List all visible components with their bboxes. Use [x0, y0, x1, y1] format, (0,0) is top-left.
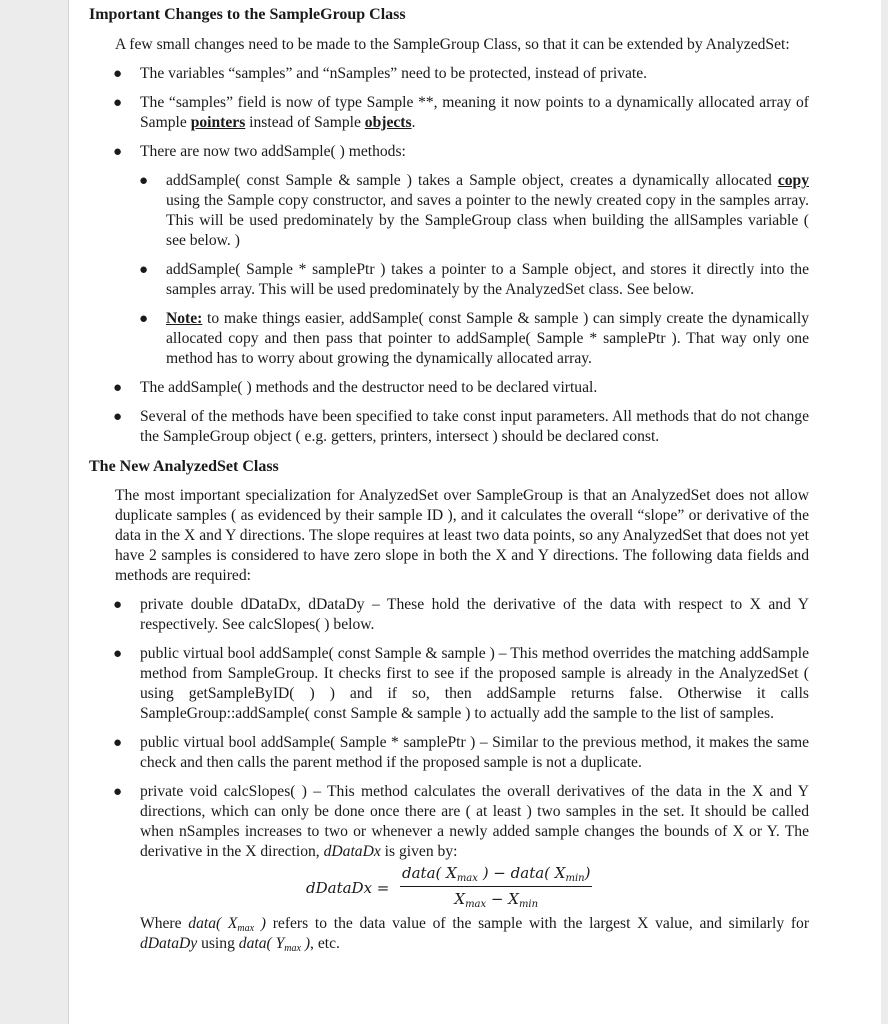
- equation-explanation: Where data( $X_{max}$ ) refers to the data value of the sample with the largest X value, and similarly for dDataDy using data( $Y_{max}$ ), etc.: [140, 915, 810, 954]
- bullet-icon: ●: [113, 784, 123, 800]
- bullet-icon: ●: [139, 173, 149, 189]
- bullet-icon: ●: [113, 95, 123, 111]
- samplegroup-intro: A few small changes need to be made to the SampleGroup Class, so that it can be extended by AnalyzedSet:: [115, 36, 790, 53]
- list-item: ● The variables “samples” and “nSamples” need to be protected, instead of private.: [113, 65, 648, 82]
- bullet-icon: ●: [139, 262, 149, 278]
- samplegroup-changes-list-cont: [89, 378, 809, 447]
- list-item: ● There are now two addSample( ) methods:: [113, 143, 406, 160]
- list-item: ● Several of the methods have been specified to take const input parameters. All methods that do not change the SampleGroup object ( e.g. getters, printers, intersect ) should be declared const.: [113, 408, 809, 445]
- list-item: ● public virtual bool addSample( Sample * samplePtr ) – Similar to the previous method, it makes the same check and then calls the parent method if the proposed sample is not a duplicate.: [113, 734, 809, 771]
- addsample-methods-list: [89, 171, 809, 369]
- list-item: ● The “samples” field is now of type Sample **, meaning it now points to a dynamically allocated array of Sample pointers instead of Sample objects.: [113, 94, 809, 131]
- list-item: ● The addSample( ) methods and the destructor need to be declared virtual.: [113, 379, 598, 396]
- bullet-icon: ●: [113, 597, 123, 613]
- bullet-icon: ●: [113, 735, 123, 751]
- list-item: ● Note: to make things easier, addSample( const Sample & sample ) can simply create the dynamically allocated copy and then pass that pointer to addSample( Sample * samplePtr ). That way only one method has to worry about growing the dynamically allocated array.: [139, 310, 809, 367]
- section-heading-samplegroup: Important Changes to the SampleGroup Class: [89, 6, 406, 23]
- list-item: ● private double dDataDx, dDataDy – These hold the derivative of the data with respect to X and Y respectively. See calcSlopes( ) below.: [113, 596, 809, 633]
- bullet-icon: ●: [113, 409, 123, 425]
- list-item: ● addSample( const Sample & sample ) takes a Sample object, creates a dynamically allocated copy using the Sample copy constructor, and saves a pointer to the newly created copy in the samples array. This will be used predominately by the SampleGroup class when building the allSamples variable ( see below. ): [139, 172, 809, 249]
- samplegroup-changes-list: [89, 64, 809, 162]
- equation-numerator: data( $X_{max}$ ) − data( $X_{min}$): [400, 864, 592, 887]
- equation-denominator: $X_{max} - X_{min}$: [454, 890, 539, 910]
- list-item: ● public virtual bool addSample( const Sample & sample ) – This method overrides the matching addSample method from SampleGroup. It checks first to see if the proposed sample is already in the AnalyzedSet ( using getSampleByID( ) ) and if so, then addSample returns false. Otherwise it calls SampleGroup::addSample( const Sample & sample ) to actually add the sample to the list of samples.: [113, 645, 809, 722]
- equation-lhs: dDataDx =: [306, 879, 390, 897]
- derivative-equation: [89, 864, 809, 910]
- document-content: [89, 4, 809, 954]
- analyzedset-members-list: [89, 595, 809, 862]
- bullet-icon: ●: [113, 646, 123, 662]
- list-item: ● addSample( Sample * samplePtr ) takes a pointer to a Sample object, and stores it directly into the samples array. This will be used predominately by the AnalyzedSet class. See below.: [139, 261, 809, 298]
- section-heading-analyzedset: The New AnalyzedSet Class: [89, 458, 279, 475]
- equation-fraction: [400, 864, 592, 909]
- analyzedset-intro: The most important specialization for AnalyzedSet over SampleGroup is that an AnalyzedSet does not allow duplicate samples ( as evidenced by their sample ID ), and it calculates the overall “slope” or derivative of the data in the X and Y directions. The slope requires at least two data points, so any AnalyzedSet that does not yet have 2 samples is considered to have zero slope in both the X and Y directions. The following data fields and methods are required:: [115, 487, 809, 584]
- document-page: [68, 0, 881, 1024]
- bullet-icon: ●: [113, 144, 123, 160]
- list-item: ● private void calcSlopes( ) – This method calculates the overall derivatives of the data in the X and Y directions, which can only be done once there are ( at least ) two samples in the set. It should be called when nSamples increases to two or whenever a newly added sample changes the bounds of X or Y. The derivative in the X direction, dDataDx is given by:: [113, 783, 809, 860]
- bullet-icon: ●: [113, 380, 123, 396]
- bullet-icon: ●: [139, 311, 149, 327]
- bullet-icon: ●: [113, 66, 123, 82]
